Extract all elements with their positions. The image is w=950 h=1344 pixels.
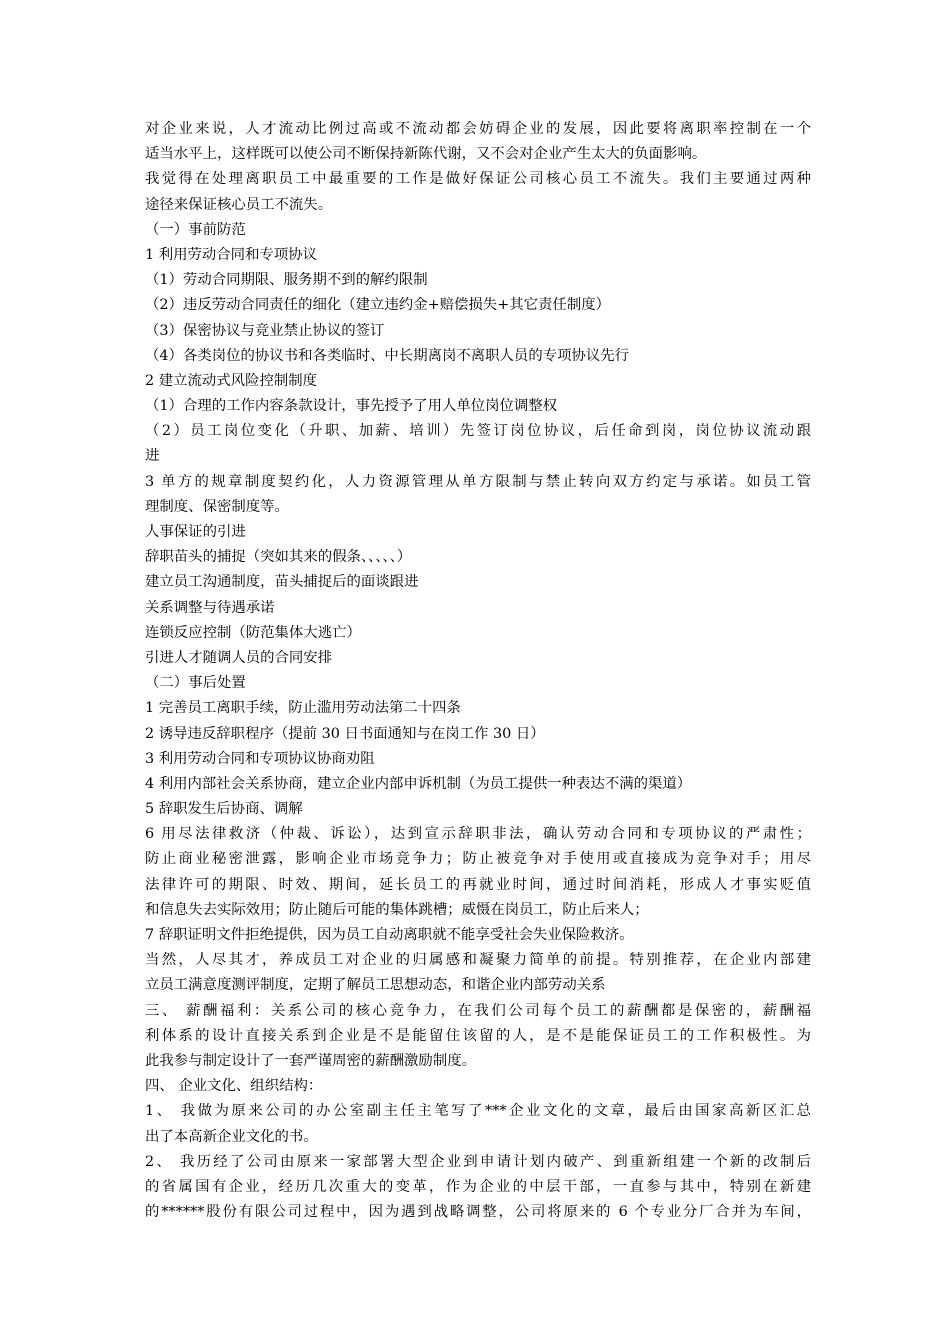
text-line: （2）违反劳动合同责任的细化（建立违约金+赔偿损失+其它责任制度） (145, 297, 610, 314)
text-line: 进 (145, 448, 160, 465)
text-line: 当然，人尽其才，养成员工对企业的归属感和凝聚力简单的前提。特别推荐，在企业内部建 (145, 952, 811, 969)
text-line: 5 辞职发生后协商、调解 (145, 801, 303, 818)
section-heading: （二）事后处置 (145, 675, 246, 692)
text-line: 立员工满意度测评制度，定期了解员工思想动态，和谐企业内部劳动关系 (145, 977, 606, 994)
text-line: 3 利用劳动合同和专项协议协商劝阻 (145, 750, 375, 767)
text-line: 理制度、保密制度等。 (145, 498, 289, 515)
text-line: 我觉得在处理离职员工中最重要的工作是做好保证公司核心员工不流失。我们主要通过两种 (145, 171, 811, 188)
text-line: 三、 薪酬福利：关系公司的核心竞争力，在我们公司每个员工的薪酬都是保密的，薪酬福 (145, 1002, 811, 1019)
text-line: 利体系的设计直接关系到企业是不是能留住该留的人，是不是能保证员工的工作积极性。为 (145, 1027, 811, 1044)
text-line: （2）员工岗位变化（升职、加薪、培训）先签订岗位协议，后任命到岗，岗位协议流动跟 (145, 423, 811, 440)
text-line: （1）合理的工作内容条款设计，事先授予了用人单位岗位调整权 (145, 398, 558, 415)
text-line: 的******股份有限公司过程中，因为遇到战略调整，公司将原来的 6 个专业分厂合并为车间， (145, 1204, 811, 1221)
text-line: 辞职苗头的捕捉（突如其来的假条、、、、、） (145, 549, 412, 566)
text-line: 人事保证的引进 (145, 524, 246, 540)
text-line: 和信息失去实际效用；防止随后可能的集体跳槽；威慑在岗员工，防止后来人； (145, 901, 649, 918)
text-line: 3 单方的规章制度契约化，人力资源管理从单方限制与禁止转向双方约定与承诺。如员工管 (145, 473, 811, 490)
text-line: 对企业来说，人才流动比例过高或不流动都会妨碍企业的发展，因此要将离职率控制在一个 (145, 121, 811, 137)
text-line: 1 利用劳动合同和专项协议 (145, 246, 318, 263)
text-line: 2 诱导违反辞职程序（提前 30 日书面通知与在岗工作 30 日） (145, 725, 545, 742)
text-line: 的省属国有企业，经历几次重大的变革，作为企业的中层干部，一直参与其中，特别在新建 (145, 1178, 811, 1195)
text-line: 关系调整与待遇承诺 (145, 599, 275, 616)
text-line: 出了本高新企业文化的书。 (145, 1128, 318, 1145)
text-line: 2 建立流动式风险控制制度 (145, 372, 318, 389)
text-line: 1、 我做为原来公司的办公室副主任主笔写了***企业文化的文章，最后由国家高新区汇总 (145, 1103, 811, 1120)
text-line: 法律许可的期限、时效、期间，延长员工的再就业时间，通过时间消耗，形成人才事实贬值 (145, 876, 811, 893)
text-line: 适当水平上，这样既可以使公司不断保持新陈代谢，又不会对企业产生太大的负面影响。 (145, 146, 707, 163)
section-heading: 四、 企业文化、组织结构： (145, 1078, 323, 1095)
text-line: 建立员工沟通制度，苗头捕捉后的面谈跟进 (145, 574, 419, 591)
text-line: 此我参与制定设计了一套严谨周密的薪酬激励制度。 (145, 1052, 476, 1069)
text-line: （1）劳动合同期限、服务期不到的解约限制 (145, 272, 428, 289)
text-line: 防止商业秘密泄露，影响企业市场竞争力；防止被竞争对手使用或直接成为竞争对手；用尽 (145, 851, 811, 868)
text-line: 1 完善员工离职手续，防止滥用劳动法第二十四条 (145, 700, 461, 717)
text-line: （3）保密协议与竞业禁止协议的签订 (145, 322, 385, 339)
text-line: 连锁反应控制（防范集体大逃亡） (145, 624, 361, 641)
text-line: （4）各类岗位的协议书和各类临时、中长期离岗不离职人员的专项协议先行 (145, 347, 630, 364)
text-line: 引进人才随调人员的合同安排 (145, 649, 333, 666)
section-heading: （一）事前防范 (145, 221, 246, 238)
document-body (145, 117, 811, 1225)
text-line: 4 利用内部社会关系协商，建立企业内部申诉机制（为员工提供一种表达不满的渠道） (145, 775, 692, 792)
text-line: 途径来保证核心员工不流失。 (145, 196, 333, 213)
text-line: 7 辞职证明文件拒绝提供，因为员工自动离职就不能享受社会失业保险救济。 (145, 927, 634, 943)
text-line: 2、 我历经了公司由原来一家部署大型企业到申请计划内破产、到重新组建一个新的改制后 (145, 1153, 811, 1170)
text-line: 6 用尽法律救济（仲裁、诉讼），达到宣示辞职非法，确认劳动合同和专项协议的严肃性； (145, 826, 811, 843)
